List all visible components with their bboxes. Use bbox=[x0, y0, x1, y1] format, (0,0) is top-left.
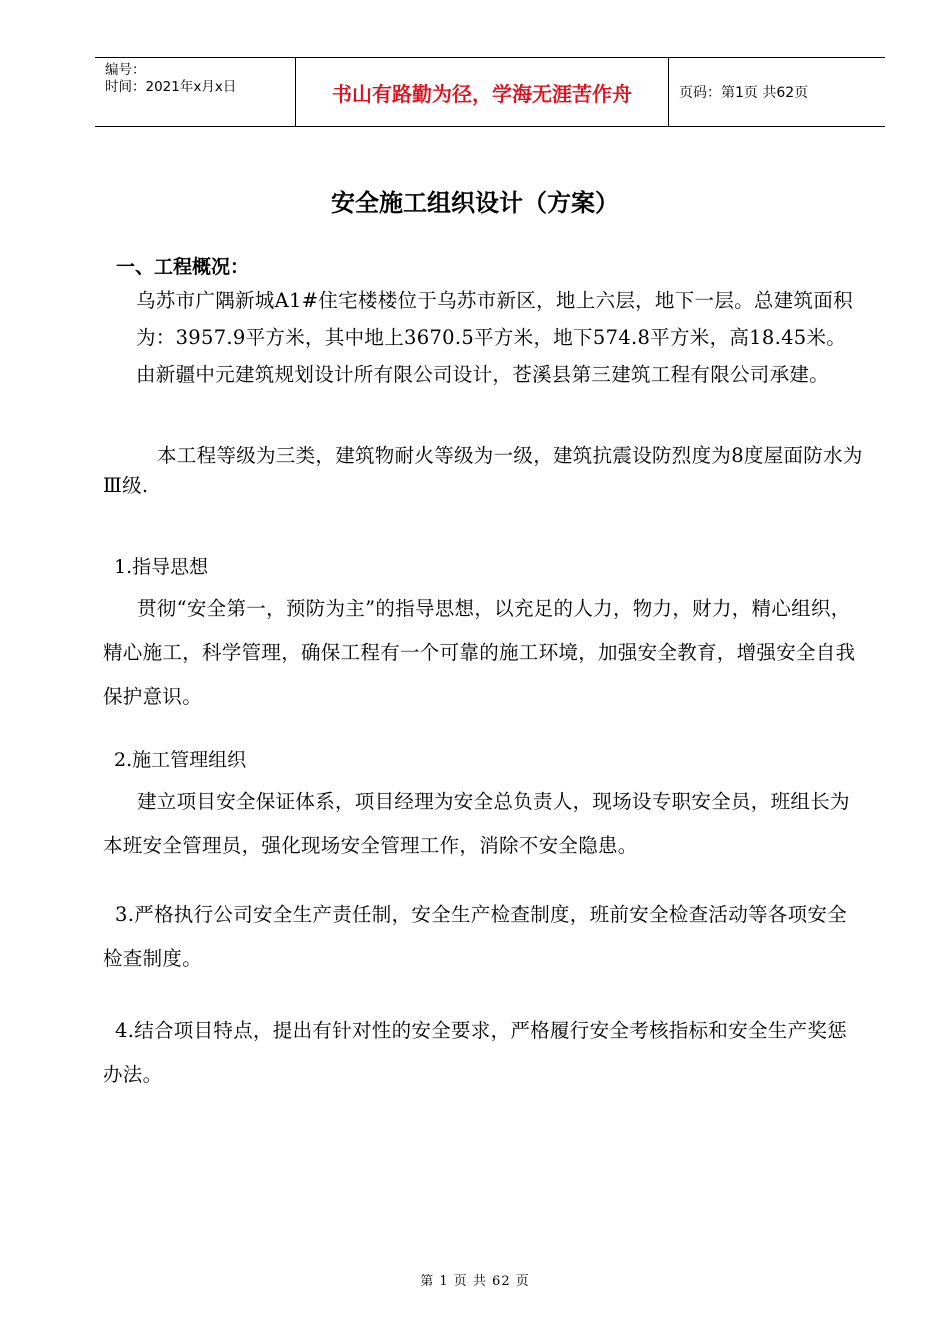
item1-title: 1.指导思想 bbox=[114, 556, 209, 578]
header-meta bbox=[95, 58, 296, 126]
item4-text: 4.结合项目特点，提出有针对性的安全要求，严格履行安全考核指标和安全生产奖惩办法。 bbox=[103, 1019, 848, 1086]
page-footer: 第 1 页 共 62 页 bbox=[420, 1274, 530, 1289]
item2-text: 建立项目安全保证体系，项目经理为安全总负责人，现场设专职安全员，班组长为本班安全管理员，强化现场安全管理工作，消除不安全隐患。 bbox=[103, 790, 850, 857]
item2-title: 2.施工管理组织 bbox=[114, 749, 247, 771]
header-page-info: 页码：第1页 共62页 bbox=[679, 85, 809, 101]
overview-paragraph: 乌苏市广隅新城A1#住宅楼楼位于乌苏市新区，地上六层，地下一层。总建筑面积为：3957.9平方米，其中地上3670.5平方米，地下574.8平方米，高18.45米。由新疆中元建筑规划设计所有限公司设计，苍溪县第三建筑工程有限公司承建。 bbox=[136, 289, 853, 386]
number-label: 编号： bbox=[105, 62, 146, 78]
page-header bbox=[95, 57, 885, 127]
item3-text: 3.严格执行公司安全生产责任制，安全生产检查制度，班前安全检查活动等各项安全检查制度。 bbox=[103, 903, 848, 970]
time-label: 时间：2021年x月x日 bbox=[105, 79, 237, 95]
header-motto: 书山有路勤为径，学海无涯苦作舟 bbox=[296, 58, 669, 126]
section-heading: 一、工程概况： bbox=[116, 256, 250, 278]
document-title: 安全施工组织设计（方案） bbox=[331, 189, 619, 217]
item1-text: 贯彻“安全第一，预防为主”的指导思想，以充足的人力，物力，财力，精心组织，精心施工，科学管理，确保工程有一个可靠的施工环境，加强安全教育，增强安全自我保护意识。 bbox=[103, 597, 856, 708]
grade-paragraph: 本工程等级为三类，建筑物耐火等级为一级，建筑抗震设防烈度为8度屋面防水为Ⅲ级. bbox=[103, 444, 863, 497]
